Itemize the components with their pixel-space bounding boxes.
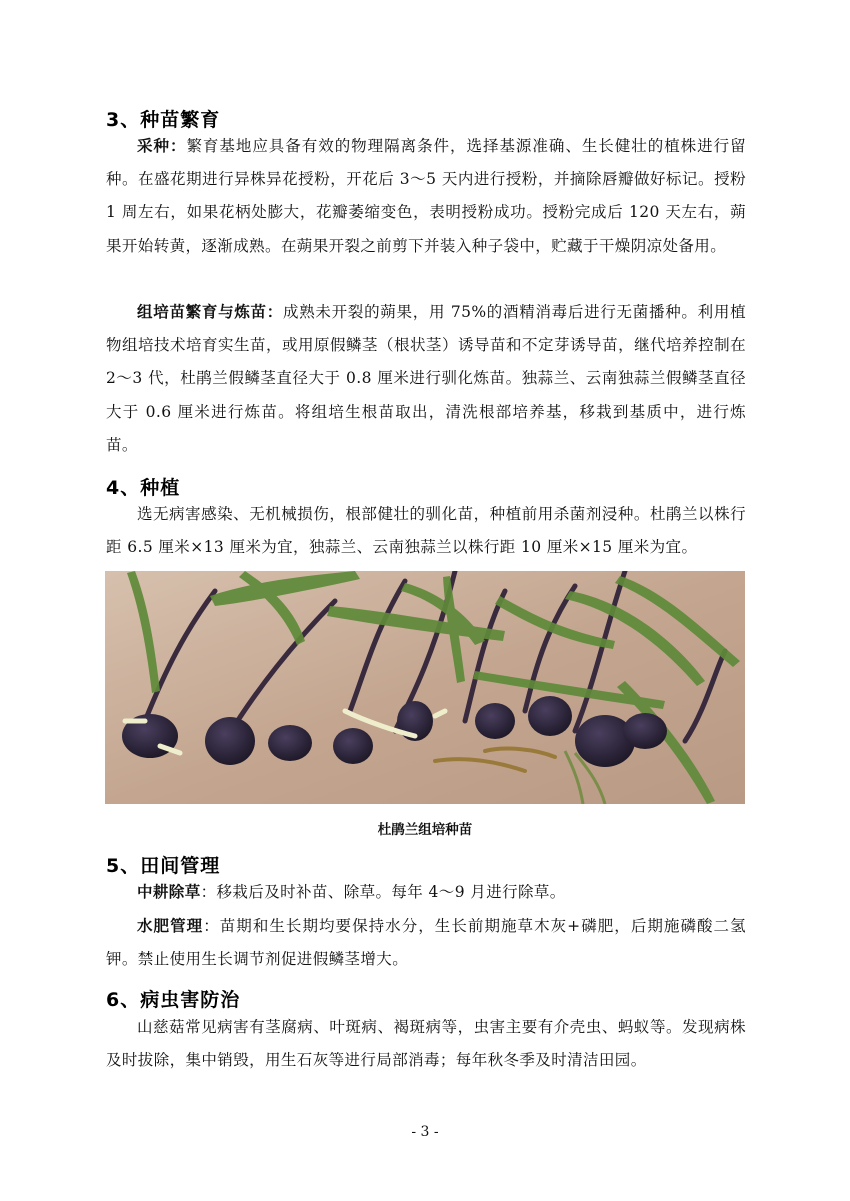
section-heading-4: 4、种植 [106, 477, 181, 499]
paragraph-pest-control [106, 1011, 746, 1077]
lead-term: 中耕除草 [137, 883, 201, 901]
paragraph-seed-collection [106, 130, 746, 263]
paragraph-text: 山慈菇常见病害有茎腐病、叶斑病、褐斑病等，虫害主要有介壳虫、蚂蚁等。发现病株及时拔除，集中销毁，用生石灰等进行局部消毒；每年秋冬季及时清洁田园。 [106, 1018, 746, 1070]
paragraph-tissue-culture [106, 296, 746, 462]
paragraph-text: 选无病害感染、无机械损伤，根部健壮的驯化苗，种植前用杀菌剂浸种。杜鹃兰以株行距 6.5 厘米×13 厘米为宜，独蒜兰、云南独蒜兰以株行距 10 厘米×15 厘米为宜。 [106, 505, 746, 557]
lead-term: 水肥管理 [137, 917, 204, 935]
paragraph-text: ：苗期和生长期均要保持水分，生长前期施草木灰+磷肥，后期施磷酸二氢钾。禁止使用生长调节剂促进假鳞茎增大。 [106, 917, 746, 969]
section-heading-3: 3、种苗繁育 [106, 109, 221, 131]
lead-term: 组培苗繁育与炼苗： [137, 303, 283, 321]
seedling-photo [105, 571, 745, 804]
section-heading-5: 5、田间管理 [106, 855, 221, 877]
paragraph-text: ：移栽后及时补苗、除草。每年 4～9 月进行除草。 [200, 883, 566, 901]
paragraph-water-fertilizer [106, 910, 746, 976]
section-heading-6: 6、病虫害防治 [106, 989, 241, 1011]
lead-term: 采种： [137, 137, 187, 155]
paragraph-text: 成熟未开裂的蒴果，用 75%的酒精消毒后进行无菌播种。利用植物组培技术培育实生苗，或用原假鳞茎（根状茎）诱导苗和不定芽诱导苗，继代培养控制在 2～3 代，杜鹃兰假鳞茎直径大于 0.8 厘米进行驯化炼苗。独蒜兰、云南独蒜兰假鳞茎直径大于 0.6 厘米进行炼苗。将组培生根苗取出，清洗根部培养基，移栽到基质中，进行炼苗。 [106, 303, 746, 454]
paragraph-text: 繁育基地应具备有效的物理隔离条件，选择基源准确、生长健壮的植株进行留种。在盛花期进行异株异花授粉，开花后 3～5 天内进行授粉，并摘除唇瓣做好标记。授粉 1 周左右，如果花柄处膨大，花瓣萎缩变色，表明授粉成功。授粉完成后 120 天左右，蒴果开始转黄，逐渐成熟。在蒴果开裂之前剪下并装入种子袋中，贮藏于干燥阴凉处备用。 [106, 137, 747, 255]
paragraph-weeding [106, 876, 746, 909]
page-number: - 3 - [411, 1124, 439, 1140]
seedling-photo-drawing [105, 571, 745, 804]
paragraph-planting [106, 498, 746, 564]
figure-caption: 杜鹃兰组培种苗 [377, 822, 473, 838]
